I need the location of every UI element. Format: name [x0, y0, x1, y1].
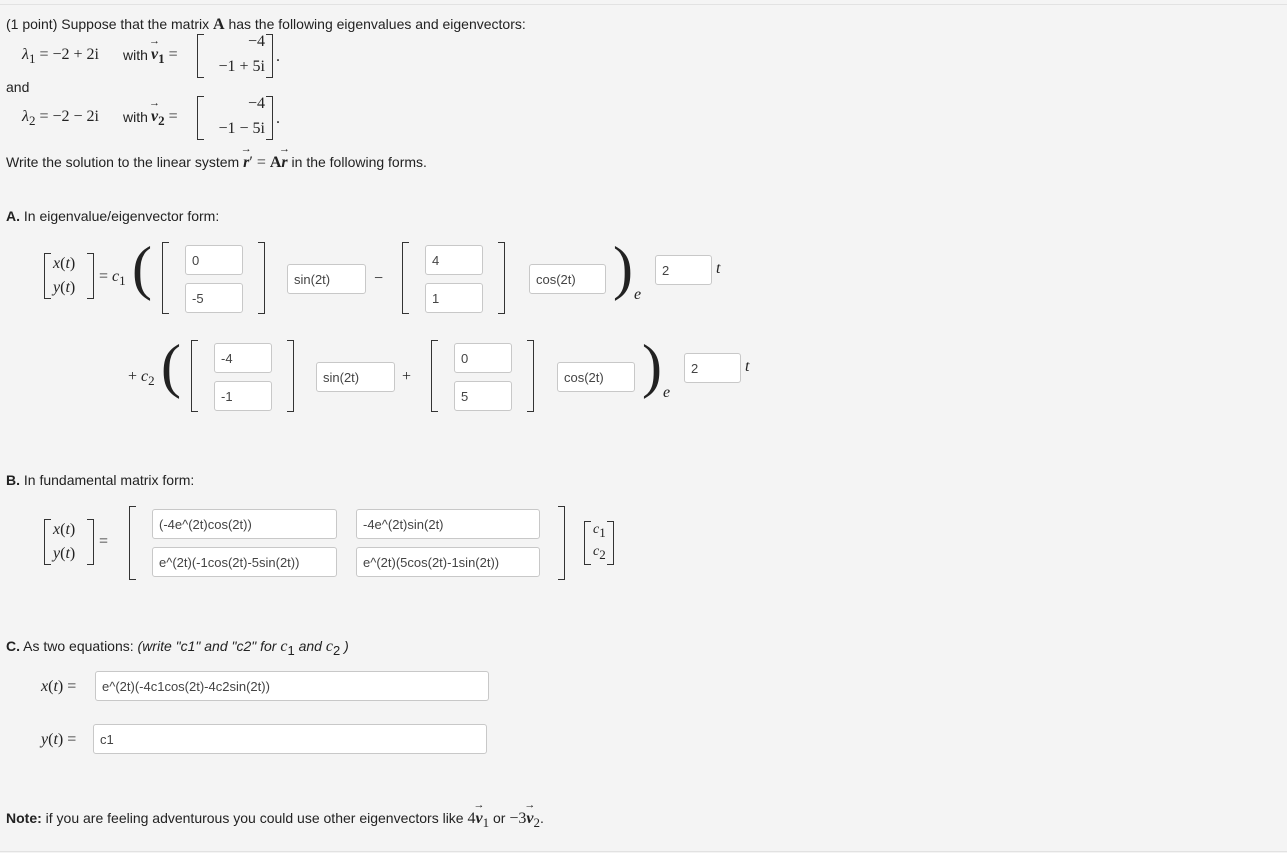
c-vector-bracket-right — [607, 521, 614, 565]
top-divider — [0, 4, 1287, 5]
y-of-t-b: y(t) — [53, 545, 76, 562]
eigenvalue-1: $\lambda_1 = -2 + 2i$ — [22, 46, 99, 67]
equals-sign-a: = $c_1$ — [99, 268, 126, 289]
problem-prompt: Write the solution to the linear system → r′ = A→ r in the following forms. — [6, 154, 427, 172]
y-equation-input[interactable] — [93, 724, 487, 754]
c-vector-bracket-left — [584, 521, 591, 565]
x-equation-label: x(t) = — [41, 678, 77, 695]
exp-base-row2: e — [663, 384, 671, 401]
vec1-row2-entry-1-input[interactable] — [214, 343, 272, 373]
y-equation-label: y(t) = — [41, 731, 77, 748]
eigenvector-1-symbol: → $v_1$ = — [151, 46, 178, 67]
c-vector-entry-2: $c_2$ — [593, 544, 606, 562]
exp-base-row1: e — [634, 286, 642, 303]
eigenvector-1-entry-1: −4 — [247, 33, 265, 50]
part-a-heading: A. In eigenvalue/eigenvector form: — [6, 208, 220, 224]
xy-vector-a-bracket-right — [87, 253, 94, 299]
trig2-row2-input[interactable] — [557, 362, 635, 392]
close-paren-2: ) — [642, 333, 662, 399]
y-of-t-a: y(t) — [53, 279, 76, 296]
period-1: . — [276, 48, 280, 65]
vec2-row1-bracket-left — [402, 242, 409, 314]
matrix-cell-2-2-input[interactable] — [356, 547, 540, 577]
period-2: . — [276, 110, 280, 127]
equals-sign-b: = — [99, 533, 109, 550]
eigenvector-2-entry-1: −4 — [247, 95, 265, 112]
open-paren-1: ( — [132, 235, 152, 301]
problem-intro: (1 point) Suppose that the matrix A has the following eigenvalues and eigenvectors: — [6, 16, 526, 33]
with-text-1: with — [123, 47, 148, 63]
part-c-heading: C. As two equations: (write "c1" and "c2" for $c_1$ and $c_2$ ) — [6, 638, 349, 658]
xy-vector-a-bracket-left — [44, 253, 51, 299]
vec2-row2-entry-1-input[interactable] — [454, 343, 512, 373]
operator-row2: + — [402, 368, 412, 385]
exponent-row2-input[interactable] — [684, 353, 741, 383]
exp-var-row1: t — [716, 260, 721, 277]
trig1-row1-input[interactable] — [287, 264, 366, 294]
eigenvector-1-entry-2: −1 + 5i — [218, 58, 265, 75]
vec2-row2-bracket-right — [527, 340, 534, 412]
exp-var-row2: t — [745, 358, 750, 375]
vec1-row2-bracket-left — [191, 340, 198, 412]
matrix-cell-1-2-input[interactable] — [356, 509, 540, 539]
fundamental-matrix-bracket-right — [558, 506, 565, 580]
and-text: and — [6, 79, 30, 95]
eigenvalue-2: $\lambda_2 = -2 - 2i$ — [22, 108, 99, 129]
vec2-row1-bracket-right — [498, 242, 505, 314]
trig1-row2-input[interactable] — [316, 362, 395, 392]
trig2-row1-input[interactable] — [529, 264, 606, 294]
vec2-row2-entry-2-input[interactable] — [454, 381, 512, 411]
bottom-divider — [0, 851, 1287, 852]
plus-c2: + $c_2$ — [128, 368, 155, 389]
vec1-row2-entry-2-input[interactable] — [214, 381, 272, 411]
close-paren-1: ) — [613, 235, 633, 301]
with-text-2: with — [123, 109, 148, 125]
eigenvector-2-bracket-right — [266, 96, 273, 140]
operator-row1: − — [374, 270, 384, 287]
x-of-t-b: x(t) — [53, 521, 76, 538]
part-b-heading: B. In fundamental matrix form: — [6, 472, 195, 488]
open-paren-2: ( — [161, 333, 181, 399]
xy-vector-b-bracket-right — [87, 519, 94, 565]
matrix-cell-1-1-input[interactable] — [152, 509, 337, 539]
vec2-row1-entry-2-input[interactable] — [425, 283, 483, 313]
vec1-row1-bracket-left — [162, 242, 169, 314]
matrix-cell-2-1-input[interactable] — [152, 547, 337, 577]
xy-vector-b-bracket-left — [44, 519, 51, 565]
note-text: Note: if you are feeling adventurous you could use other eigenvectors like $4\to v_1$ or $-3\to v_2$. — [6, 810, 544, 831]
vec1-row1-bracket-right — [258, 242, 265, 314]
eigenvector-1-bracket-left — [197, 34, 204, 78]
x-of-t-a: x(t) — [53, 255, 76, 272]
vec1-row2-bracket-right — [287, 340, 294, 412]
vec2-row1-entry-1-input[interactable] — [425, 245, 483, 275]
exponent-row1-input[interactable] — [655, 255, 712, 285]
eigenvector-2-entry-2: −1 − 5i — [218, 120, 265, 137]
eigenvector-2-symbol: → $v_2$ = — [151, 108, 178, 129]
vec1-row1-entry-1-input[interactable] — [185, 245, 243, 275]
eigenvector-1-bracket-right — [266, 34, 273, 78]
vec1-row1-entry-2-input[interactable] — [185, 283, 243, 313]
eigenvector-2-bracket-left — [197, 96, 204, 140]
fundamental-matrix-bracket-left — [129, 506, 136, 580]
x-equation-input[interactable] — [95, 671, 489, 701]
vec2-row2-bracket-left — [431, 340, 438, 412]
c-vector-entry-1: $c_1$ — [593, 522, 606, 540]
